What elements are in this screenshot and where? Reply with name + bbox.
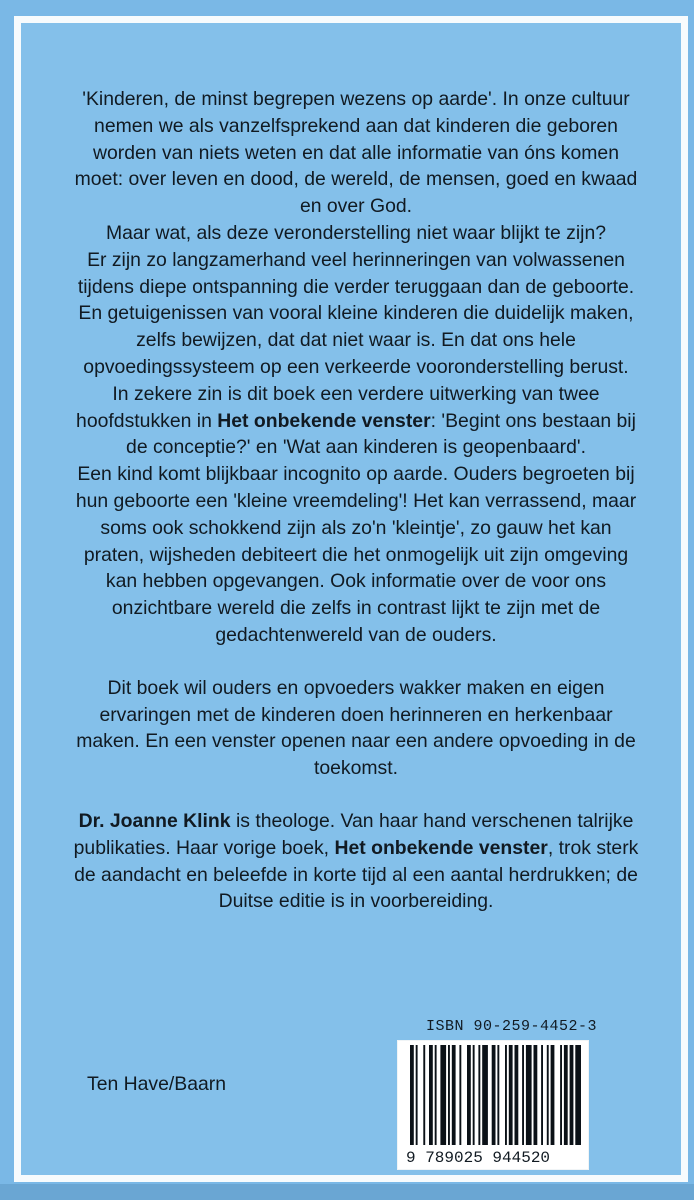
- barcode-bar: [459, 1045, 461, 1147]
- barcode-bar: [448, 1045, 450, 1147]
- book-title-reference: Het onbekende venster: [217, 409, 431, 432]
- paragraph-incognito: Een kind komt blijkbaar incognito op aarde. Ouders begroeten bij hun geboorte een 'kleine vreemdeling'! Het kan verrassend, maar soms ook schokkend zijn als zo'n 'kleintje', zo gauw het kan praten, wijsheden debiteert die het onmogelijk uit zijn omgeving kan hebben opgevangen. Ook informatie over de voor ons onzichtbare wereld die zelfs in contrast lijkt te zijn met de gedachtenwereld van de ouders.: [75, 463, 637, 646]
- barcode-bar: [551, 1045, 555, 1147]
- barcode-bar: [570, 1045, 574, 1147]
- spacer: [72, 782, 640, 808]
- barcode: [397, 1040, 589, 1170]
- barcode-bar: [547, 1045, 549, 1147]
- paragraph-question: Maar wat, als deze veronderstelling niet waar blijkt te zijn?: [105, 221, 607, 244]
- barcode-bar: [492, 1045, 496, 1147]
- barcode-number: 9 789025 944520: [406, 1149, 551, 1167]
- barcode-graphic: [398, 1041, 588, 1169]
- barcode-bar: [575, 1045, 581, 1147]
- barcode-bar: [541, 1045, 543, 1147]
- barcode-bar: [526, 1045, 532, 1147]
- paragraph-memories: Er zijn zo langzamerhand veel herinneringen van volwassenen tijdens diepe ontspanning die verder teruggaan dan de geboorte. En getuigenissen van vooral kleine kinderen die duidelijk maken, zelfs bewijzen, dat dat niet waar is. En dat ons hele opvoedingssysteem op een verkeerde vooronderstelling berust.: [77, 248, 635, 378]
- barcode-bar: [452, 1045, 456, 1147]
- publisher-name: Ten Have/Baarn: [87, 1073, 227, 1095]
- barcode-bar: [505, 1045, 507, 1147]
- barcode-bar: [560, 1045, 562, 1147]
- cover-text: [72, 86, 640, 915]
- barcode-bar: [473, 1045, 475, 1147]
- barcode-bar: [509, 1045, 513, 1147]
- isbn-label: ISBN 90-259-4452-3: [426, 1018, 598, 1035]
- barcode-bar: [564, 1045, 568, 1147]
- barcode-bar: [435, 1045, 437, 1147]
- spacer: [72, 649, 640, 675]
- paragraph-purpose: Dit boek wil ouders en opvoeders wakker maken en eigen ervaringen met de kinderen doen herinneren en herkenbaar maken. En een venster openen naar een andere opvoeding in de toekomst.: [76, 676, 636, 780]
- barcode-bar: [410, 1045, 414, 1147]
- barcode-bar: [497, 1045, 499, 1147]
- cover-bottom-edge: [0, 1184, 694, 1200]
- barcode-bar: [515, 1045, 519, 1147]
- previous-book-title: Het onbekende venster: [334, 836, 548, 859]
- barcode-bar: [467, 1045, 471, 1147]
- barcode-bar: [429, 1045, 433, 1147]
- barcode-bar: [423, 1045, 425, 1147]
- paragraph-intro: 'Kinderen, de minst begrepen wezens op aarde'. In onze cultuur nemen we als vanzelfsprekend aan dat kinderen die geboren worden van niets weten en dat alle informatie van óns komen moet: over leven en dood, de wereld, de mensen, goed en kwaad en over God.: [74, 88, 638, 218]
- barcode-bar: [416, 1045, 418, 1147]
- paragraph-elaboration: In zekere zin is dit boek een verdere uitwerking van twee hoofdstukken in Het onbekende venster: 'Begint ons bestaan bij de conceptie?' en 'Wat aan kinderen is geopenbaard'.: [76, 382, 636, 459]
- barcode-bar: [440, 1045, 446, 1147]
- barcode-bar: [482, 1045, 488, 1147]
- author-name: Dr. Joanne Klink: [78, 809, 231, 832]
- barcode-bar: [522, 1045, 524, 1147]
- barcode-bar: [534, 1045, 538, 1147]
- paragraph-author: Dr. Joanne Klink is theologe. Van haar hand verschenen talrijke publikaties. Haar vorige boek, Het onbekende venster, trok sterk de aandacht en beleefde in korte tijd al een aantal herdrukken; de Duitse editie is in voorbereiding.: [73, 809, 639, 913]
- barcode-bar: [478, 1045, 480, 1147]
